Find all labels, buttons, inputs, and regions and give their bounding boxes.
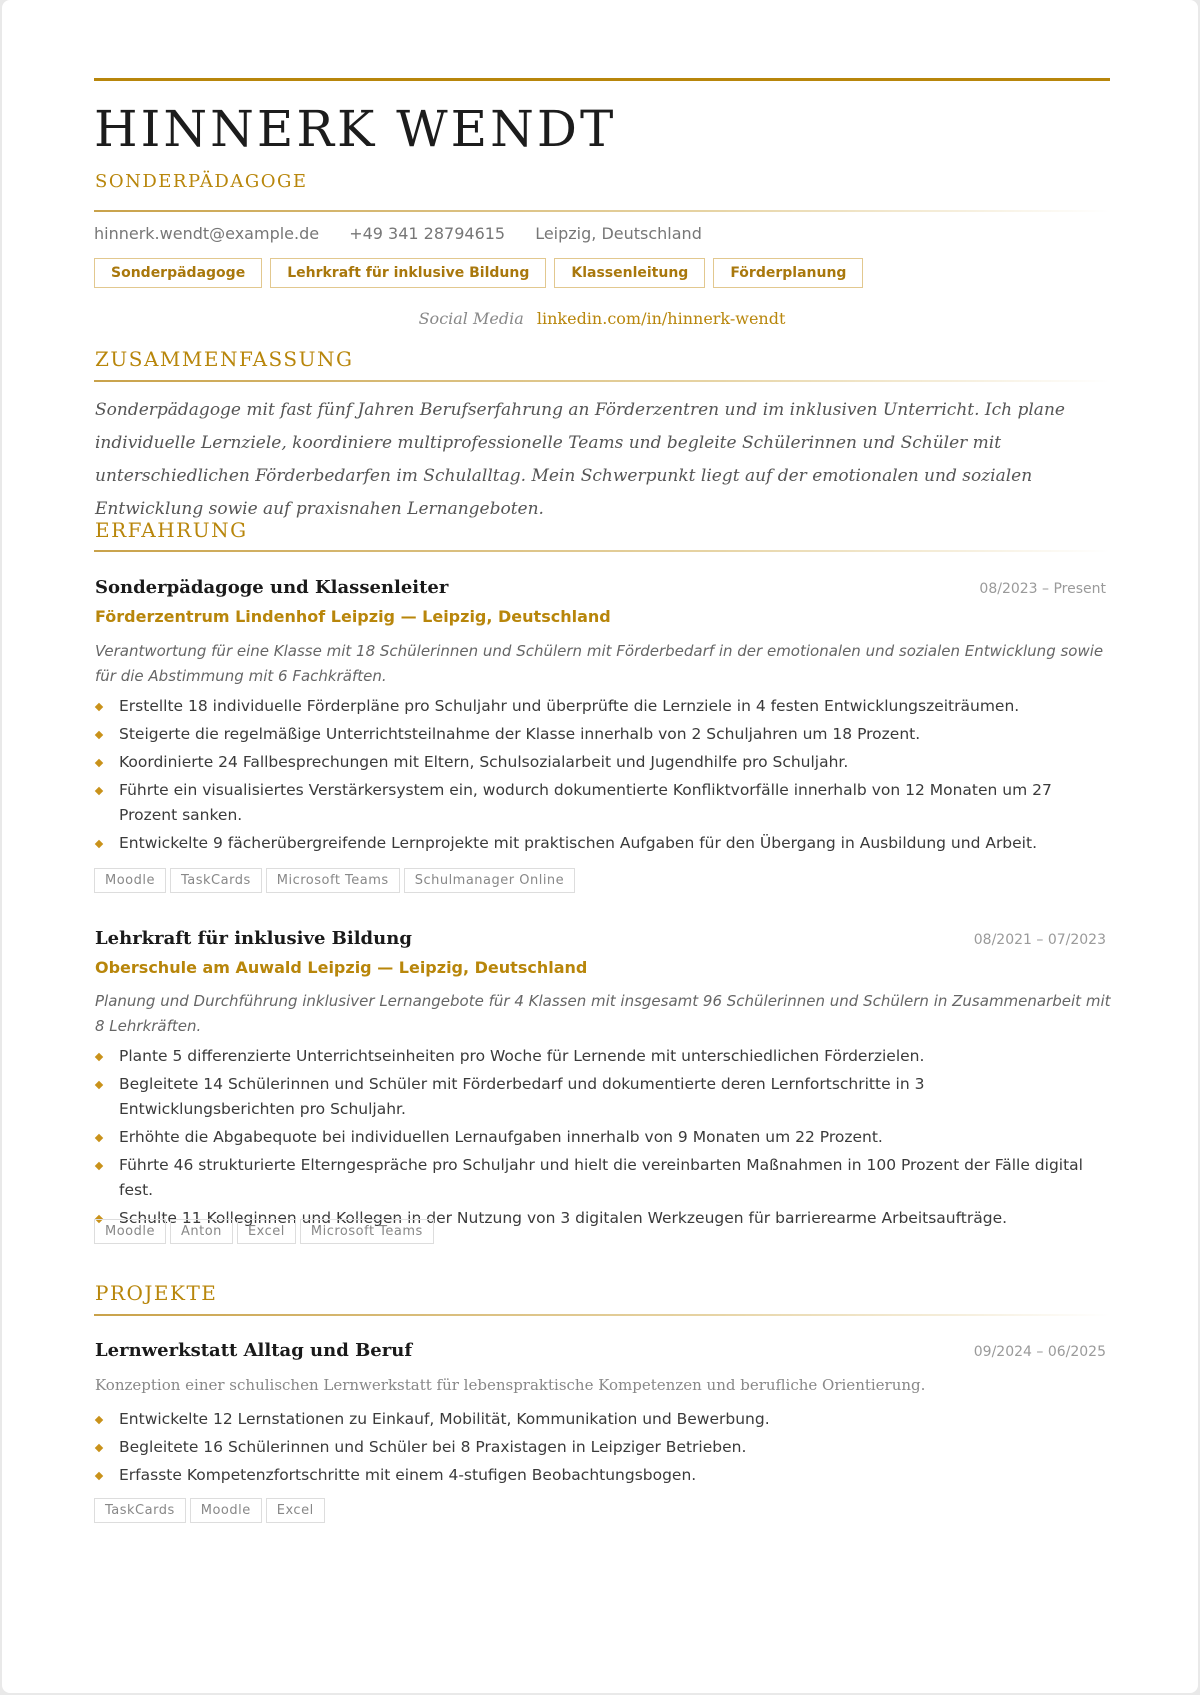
project-bullets bbox=[95, 1407, 1095, 1491]
list-item: Entwickelte 12 Lernstationen zu Einkauf, Mobilität, Kommunikation und Bewerbung. bbox=[95, 1407, 1095, 1432]
bullet-diamond-icon bbox=[95, 1081, 103, 1089]
bullet-diamond-icon bbox=[95, 1053, 103, 1061]
list-item: Entwickelte 9 fächerübergreifende Lernprojekte mit praktischen Aufgaben für den Übergang in Ausbildung und Arbeit. bbox=[95, 831, 1095, 856]
list-item: Koordinierte 24 Fallbesprechungen mit Eltern, Schulsozialarbeit und Jugendhilfe pro Schuljahr. bbox=[95, 750, 1095, 775]
job-organization: Förderzentrum Lindenhof Leipzig — Leipzig, Deutschland bbox=[95, 607, 611, 626]
list-item: Erfasste Kompetenzfortschritte mit einem 4-stufigen Beobachtungsbogen. bbox=[95, 1463, 1095, 1488]
bullet-diamond-icon bbox=[95, 703, 103, 711]
contact-phone[interactable]: +49 341 28794615 bbox=[349, 224, 506, 243]
contact-location: Leipzig, Deutschland bbox=[535, 224, 702, 243]
skill-tags bbox=[94, 1219, 434, 1244]
social-media-line bbox=[2, 309, 1200, 328]
list-item: Plante 5 differenzierte Unterrichtseinheiten pro Woche für Lernende mit unterschiedlichen Förderzielen. bbox=[95, 1044, 1095, 1069]
skill-tag: Excel bbox=[266, 1498, 325, 1523]
bullet-diamond-icon bbox=[95, 1472, 103, 1480]
section-title-summary: ZUSAMMENFASSUNG bbox=[95, 347, 354, 371]
skill-tag: Moodle bbox=[190, 1498, 262, 1523]
skill-tags bbox=[94, 868, 575, 893]
job-organization: Oberschule am Auwald Leipzig — Leipzig, Deutschland bbox=[95, 958, 588, 977]
job-title: Lehrkraft für inklusive Bildung bbox=[95, 928, 412, 949]
job-date: 08/2023 – Present bbox=[979, 581, 1106, 597]
keyword-chip: Klassenleitung bbox=[554, 258, 705, 288]
skill-tag: Excel bbox=[237, 1219, 296, 1244]
section-divider bbox=[94, 550, 1110, 552]
job-description: Verantwortung für eine Klasse mit 18 Schülerinnen und Schülern mit Förderbedarf in der emotionalen und sozialen Entwicklung sowie für die Abstimmung mit 6 Fachkräften. bbox=[95, 642, 1104, 685]
skill-tag: TaskCards bbox=[170, 868, 262, 893]
bullet-diamond-icon bbox=[95, 731, 103, 739]
social-media-label: Social Media bbox=[418, 309, 524, 328]
keyword-chip: Förderplanung bbox=[713, 258, 863, 288]
candidate-role: SONDERPÄDAGOGE bbox=[95, 171, 308, 192]
bullet-diamond-icon bbox=[95, 759, 103, 767]
project-date: 09/2024 – 06/2025 bbox=[973, 1344, 1106, 1360]
skill-tag: Moodle bbox=[94, 1219, 166, 1244]
skill-tag: Moodle bbox=[94, 868, 166, 893]
keyword-chip: Sonderpädagoge bbox=[94, 258, 262, 288]
list-item: Steigerte die regelmäßige Unterrichtsteilnahme der Klasse innerhalb von 2 Schuljahren um 18 Prozent. bbox=[95, 722, 1095, 747]
skill-tag: Microsoft Teams bbox=[266, 868, 400, 893]
list-item: Erstellte 18 individuelle Förderpläne pro Schuljahr und überprüfte die Lernziele in 4 festen Entwicklungszeiträumen. bbox=[95, 694, 1095, 719]
bullet-diamond-icon bbox=[95, 840, 103, 848]
list-item: Führte ein visualisiertes Verstärkersystem ein, wodurch dokumentierte Konfliktvorfälle innerhalb von 12 Monaten um 27 Prozent sanken. bbox=[95, 778, 1095, 828]
list-item: Führte 46 strukturierte Elterngespräche pro Schuljahr und hielt die vereinbarten Maßnahmen in 100 Prozent der Fälle digital fest. bbox=[95, 1153, 1095, 1203]
keyword-chips bbox=[94, 258, 863, 288]
bullet-diamond-icon bbox=[95, 1416, 103, 1424]
job-bullets bbox=[95, 694, 1095, 859]
bullet-diamond-icon bbox=[95, 1444, 103, 1452]
section-divider bbox=[94, 380, 1110, 382]
section-divider bbox=[94, 1314, 1110, 1316]
list-item: Schulte 11 Kolleginnen und Kollegen in der Nutzung von 3 digitalen Werkzeugen für barrierearme Arbeitsaufträge. bbox=[95, 1206, 1095, 1231]
bullet-diamond-icon bbox=[95, 1134, 103, 1142]
job-date: 08/2021 – 07/2023 bbox=[973, 932, 1106, 948]
resume-page bbox=[2, 0, 1198, 1693]
list-item: Erhöhte die Abgabequote bei individuellen Lernaufgaben innerhalb von 9 Monaten um 22 Prozent. bbox=[95, 1125, 1095, 1150]
project-title: Lernwerkstatt Alltag und Beruf bbox=[95, 1340, 413, 1361]
keyword-chip: Lehrkraft für inklusive Bildung bbox=[270, 258, 546, 288]
job-bullets bbox=[95, 1044, 1095, 1234]
skill-tag: TaskCards bbox=[94, 1498, 186, 1523]
list-item: Begleitete 16 Schülerinnen und Schüler bei 8 Praxistagen in Leipziger Betrieben. bbox=[95, 1435, 1095, 1460]
skill-tags bbox=[94, 1498, 325, 1523]
job-title: Sonderpädagoge und Klassenleiter bbox=[95, 577, 449, 598]
bullet-diamond-icon bbox=[95, 787, 103, 795]
skill-tag: Schulmanager Online bbox=[404, 868, 576, 893]
skill-tag: Anton bbox=[170, 1219, 233, 1244]
section-title-projects: PROJEKTE bbox=[95, 1281, 218, 1305]
linkedin-link[interactable]: linkedin.com/in/hinnerk-wendt bbox=[536, 309, 786, 328]
job-description: Planung und Durchführung inklusiver Lernangebote für 4 Klassen mit insgesamt 96 Schülerinnen und Schülern in Zusammenarbeit mit 8 Lehrkräften. bbox=[95, 992, 1111, 1035]
section-title-experience: ERFAHRUNG bbox=[95, 518, 248, 542]
bullet-diamond-icon bbox=[95, 1162, 103, 1170]
header-divider bbox=[94, 210, 1110, 212]
list-item: Begleitete 14 Schülerinnen und Schüler mit Förderbedarf und dokumentierte deren Lernfortschritte in 3 Entwicklungsberichten pro Schuljahr. bbox=[95, 1072, 1095, 1122]
summary-text: Sonderpädagoge mit fast fünf Jahren Berufserfahrung an Förderzentren und im inklusiven Unterricht. Ich plane individuelle Lernziele, koordiniere multiprofessionelle Teams und begleite Schülerinnen und Schüler mit unterschiedlichen Förderbedarfen im Schulalltag. Mein Schwerpunkt liegt auf der emotionalen und sozialen Entwicklung sowie auf praxisnahen Lernangeboten. bbox=[95, 400, 1065, 519]
top-rule bbox=[94, 78, 1110, 81]
contact-line bbox=[94, 224, 727, 243]
project-description: Konzeption einer schulischen Lernwerkstatt für lebenspraktische Kompetenzen und berufliche Orientierung. bbox=[95, 1376, 926, 1394]
skill-tag: Microsoft Teams bbox=[300, 1219, 434, 1244]
contact-email[interactable]: hinnerk.wendt@example.de bbox=[94, 224, 320, 243]
candidate-name: HINNERK WENDT bbox=[94, 100, 617, 158]
